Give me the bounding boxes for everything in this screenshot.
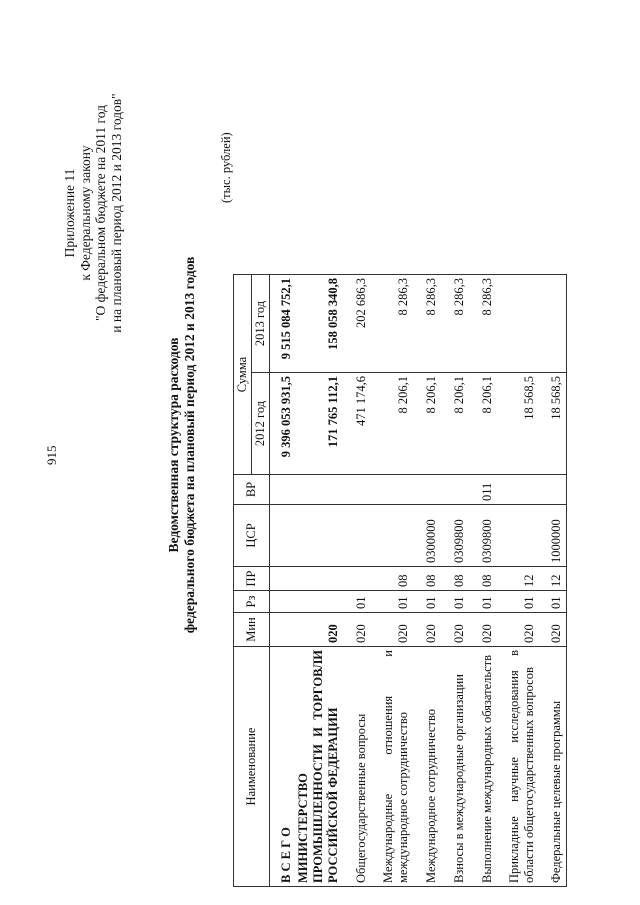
table-row	[469, 275, 497, 887]
row-name: Международные отношения и международное сотрудничество	[371, 647, 413, 887]
table-row	[413, 275, 441, 887]
row-rz: 01	[497, 591, 539, 613]
row-2012: 8 206,1	[441, 373, 469, 475]
row-name: Прикладные научные исследования в области общегосударственных вопросов	[497, 647, 539, 887]
row-csr	[371, 505, 413, 567]
row-pr: 12	[497, 567, 539, 591]
header-sum: Сумма	[234, 275, 252, 475]
appendix-line-2: к Федеральному закону	[77, 145, 93, 281]
row-rz: 01	[343, 591, 371, 613]
row-2012: 18 568,5	[539, 373, 567, 475]
row-pr: 12	[539, 567, 567, 591]
row-min: 020	[413, 613, 441, 647]
budget-table	[233, 274, 567, 887]
row-2013: 9 515 084 752,1	[270, 275, 296, 373]
row-2012: 9 396 053 931,5	[270, 373, 296, 475]
row-2013: 202 686,3	[343, 275, 371, 373]
row-rz	[270, 591, 296, 613]
header-vr: ВР	[234, 475, 270, 505]
row-name: Выполнение международных обязательств	[469, 647, 497, 887]
row-rz	[296, 591, 343, 613]
row-name: Взносы в международные организации	[441, 647, 469, 887]
row-2013	[497, 275, 539, 373]
row-2012: 471 174,6	[343, 373, 371, 475]
row-pr	[270, 567, 296, 591]
appendix-line-4: и на плановый период 2012 и 2013 годов"	[108, 93, 124, 333]
row-2013: 8 286,3	[371, 275, 413, 373]
row-name: МИНИСТЕРСТВО ПРОМЫШЛЕННОСТИ И ТОРГОВЛИ РОССИЙСКОЙ ФЕДЕРАЦИИ	[296, 647, 343, 887]
table-row	[270, 275, 296, 887]
header-2013: 2013 год	[252, 275, 270, 373]
row-vr	[343, 475, 371, 505]
row-vr	[413, 475, 441, 505]
title-line-1: Ведомственная структура расходов	[166, 337, 181, 553]
table-row	[296, 275, 343, 887]
row-name: В С Е Г О	[270, 647, 296, 887]
row-csr: 0309800	[441, 505, 469, 567]
row-min: 020	[343, 613, 371, 647]
row-rz: 01	[371, 591, 413, 613]
unit-label: (тыс. рублей)	[219, 132, 233, 203]
header-min: Мин	[234, 613, 270, 647]
row-vr	[371, 475, 413, 505]
row-vr: 011	[469, 475, 497, 505]
document-title	[166, 225, 198, 665]
row-csr	[343, 505, 371, 567]
row-rz: 01	[539, 591, 567, 613]
appendix-header	[62, 43, 124, 383]
appendix-line-3: "О федеральном бюджете на 2011 год	[93, 105, 108, 321]
row-name: Общегосударственные вопросы	[343, 647, 371, 887]
row-csr: 1000000	[539, 505, 567, 567]
header-rz: Рз	[234, 591, 270, 613]
row-rz: 01	[413, 591, 441, 613]
row-csr	[497, 505, 539, 567]
row-csr	[296, 505, 343, 567]
table-row	[539, 275, 567, 887]
row-vr	[539, 475, 567, 505]
table-row	[497, 275, 539, 887]
row-pr: 08	[413, 567, 441, 591]
appendix-line-1: Приложение 11	[62, 168, 77, 258]
table-row	[441, 275, 469, 887]
row-pr	[343, 567, 371, 591]
row-min: 020	[497, 613, 539, 647]
row-2012: 18 568,5	[497, 373, 539, 475]
table-row	[371, 275, 413, 887]
row-2013: 8 286,3	[413, 275, 441, 373]
row-min: 020	[296, 613, 343, 647]
row-2012: 171 765 112,1	[296, 373, 343, 475]
row-csr: 0300000	[413, 505, 441, 567]
row-name: Федеральные целевые программы	[539, 647, 567, 887]
row-csr: 0309800	[469, 505, 497, 567]
row-2012: 8 206,1	[469, 373, 497, 475]
table-row	[343, 275, 371, 887]
row-2013: 8 286,3	[441, 275, 469, 373]
row-pr: 08	[371, 567, 413, 591]
row-vr	[296, 475, 343, 505]
row-name: Международное сотрудничество	[413, 647, 441, 887]
header-name: Наименование	[234, 647, 270, 887]
header-pr: ПР	[234, 567, 270, 591]
header-2012: 2012 год	[252, 373, 270, 475]
row-pr	[296, 567, 343, 591]
header-csr: ЦСР	[234, 505, 270, 567]
row-2013: 8 286,3	[469, 275, 497, 373]
row-min: 020	[469, 613, 497, 647]
row-csr	[270, 505, 296, 567]
row-2012: 8 206,1	[413, 373, 441, 475]
row-2013	[539, 275, 567, 373]
row-min: 020	[371, 613, 413, 647]
row-rz: 01	[469, 591, 497, 613]
row-min: 020	[539, 613, 567, 647]
row-2013: 158 058 340,8	[296, 275, 343, 373]
row-vr	[497, 475, 539, 505]
title-line-2: федерального бюджета на плановый период 2012 и 2013 годов	[182, 256, 197, 634]
row-2012: 8 206,1	[371, 373, 413, 475]
row-pr: 08	[469, 567, 497, 591]
row-rz: 01	[441, 591, 469, 613]
row-pr: 08	[441, 567, 469, 591]
page-number: 915	[44, 445, 59, 465]
row-vr	[270, 475, 296, 505]
row-min: 020	[441, 613, 469, 647]
row-min	[270, 613, 296, 647]
row-vr	[441, 475, 469, 505]
